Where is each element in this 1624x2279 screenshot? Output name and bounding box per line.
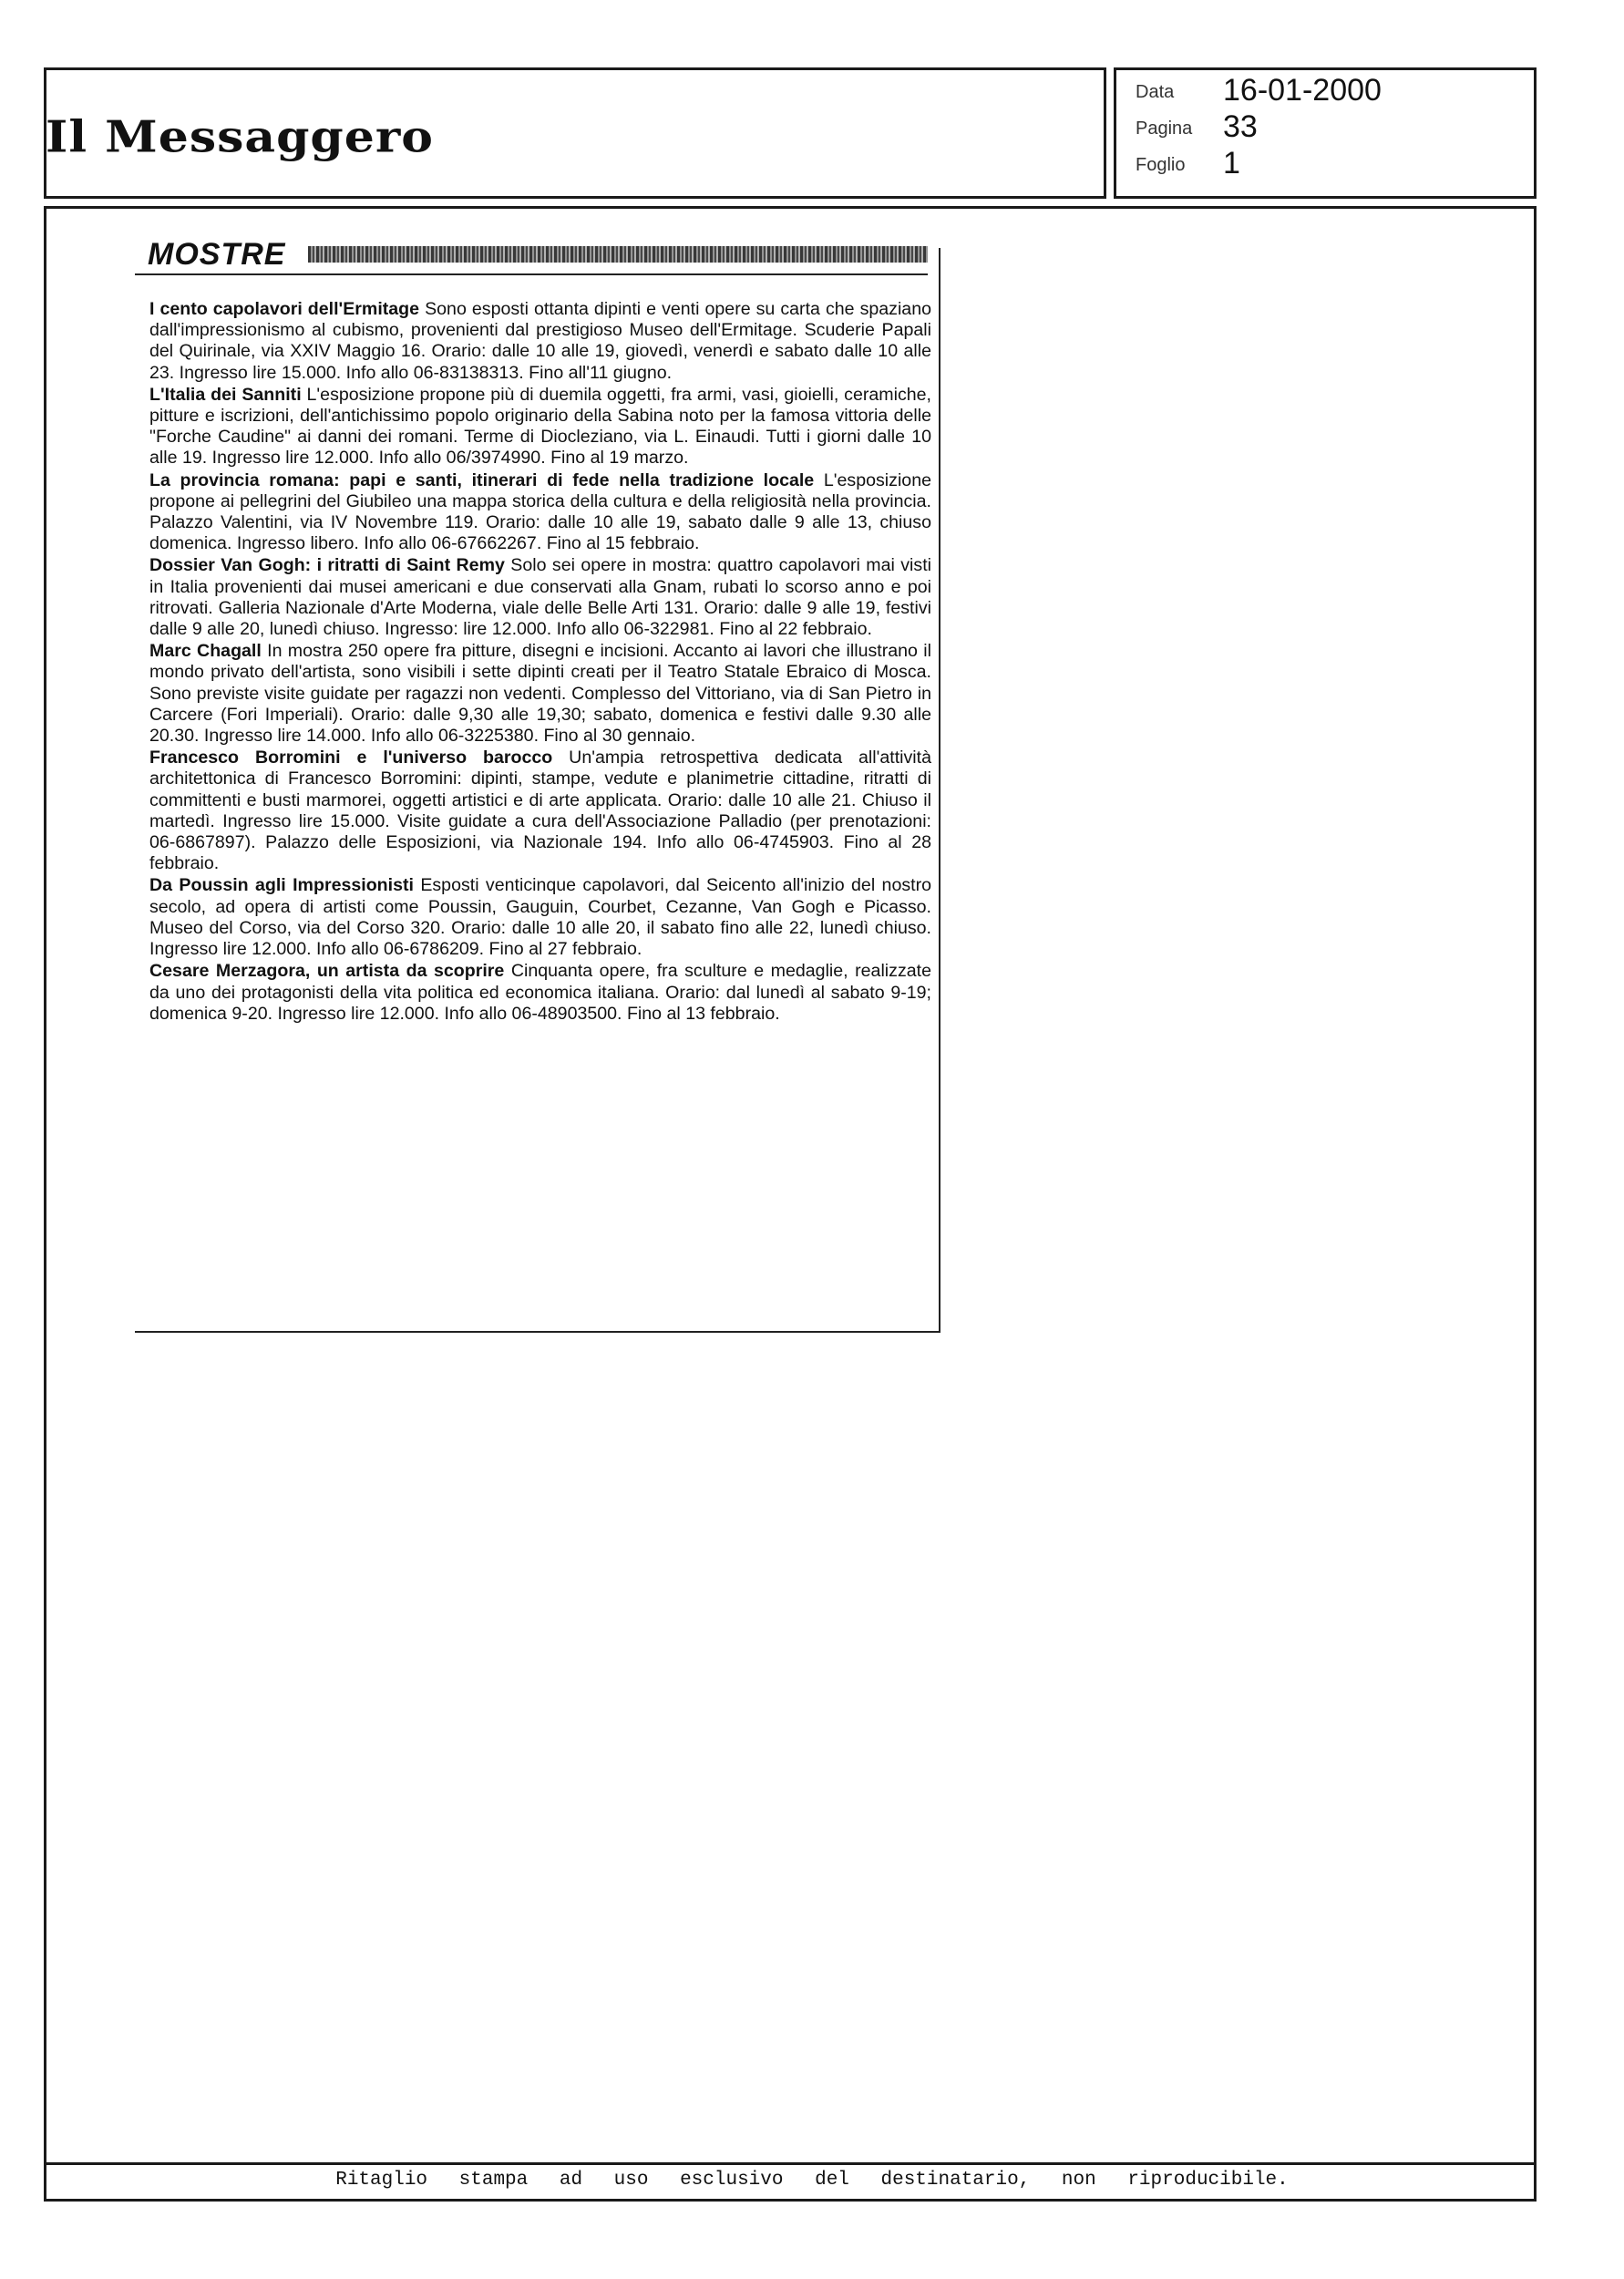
exhibition-title: I cento capolavori dell'Ermitage bbox=[149, 299, 420, 319]
exhibition-title: Marc Chagall bbox=[149, 641, 262, 662]
exhibition-entry bbox=[149, 470, 931, 555]
exhibition-description: L'esposizione propone ai pellegrini del Giubileo una mappa storica della cultura e della religiosità nella provincia. Palazzo Valentini, via IV Novembre 119. Orario: dalle 10 alle 19, sabato dalle 9 alle 13, chiuso domenica. Ingresso libero. Info allo 06-67662267. Fino al 15 febbraio. bbox=[149, 469, 931, 554]
exhibition-list bbox=[149, 299, 931, 1026]
exhibition-title: Da Poussin agli Impressionisti bbox=[149, 875, 414, 896]
sheet-label: Foglio bbox=[1136, 155, 1186, 175]
clipping-metadata bbox=[1136, 73, 1518, 182]
date-value: 16-01-2000 bbox=[1223, 73, 1382, 108]
exhibition-title: La provincia romana: papi e santi, itinerari di fede nella tradizione locale bbox=[149, 469, 815, 490]
exhibition-entry bbox=[149, 961, 931, 1025]
page-value: 33 bbox=[1223, 109, 1258, 144]
page-label: Pagina bbox=[1136, 119, 1193, 139]
date-row bbox=[1136, 73, 1518, 109]
page-row bbox=[1136, 109, 1518, 146]
section-title: MOSTRE bbox=[148, 237, 286, 272]
exhibition-title: Dossier Van Gogh: i ritratti di Saint Remy bbox=[149, 555, 505, 576]
clipping-bottom-rule bbox=[135, 1331, 940, 1333]
exhibition-entry bbox=[149, 875, 931, 960]
exhibition-description: Esposti venticinque capolavori, dal Seicento all'inizio del nostro secolo, ad opera di artisti come Poussin, Gauguin, Courbet, Cezanne, Van Gogh e Picasso. Museo del Corso, via del Corso 320. Orario: dalle 10 alle 20, il sabato fino alle 22, lunedì chiuso. Ingresso lire 12.000. Info allo 06-6786209. Fino al 27 febbraio. bbox=[149, 875, 931, 960]
footer-notice: Ritaglio stampa ad uso esclusivo del destinatario, non riproducibile. bbox=[335, 2170, 1289, 2191]
exhibition-entry bbox=[149, 641, 931, 747]
exhibition-entry bbox=[149, 385, 931, 469]
exhibition-description: Cinquanta opere, fra sculture e medaglie, realizzate da uno dei protagonisti della vita politica ed economica italiana. Orario: dal lunedì al sabato 9-19; domenica 9-20. Ingresso lire 12.000. Info allo 06-48903500. Fino al 13 febbraio. bbox=[149, 961, 931, 1024]
exhibition-entry bbox=[149, 555, 931, 640]
masthead-logo: Il Messaggero bbox=[46, 111, 434, 163]
footer-divider bbox=[44, 2162, 1537, 2165]
exhibition-title: Francesco Borromini e l'universo barocco bbox=[149, 748, 553, 768]
exhibition-entry bbox=[149, 748, 931, 874]
sheet-value: 1 bbox=[1223, 146, 1240, 180]
exhibition-description: Solo sei opere in mostra: quattro capolavori mai visti in Italia provenienti dai musei americani e due conservati alla Gnam, rubati lo scorso anno e poi ritrovati. Galleria Nazionale d'Arte Moderna, viale delle Belle Arti 131. Orario: dalle 9 alle 19, festivi dalle 9 alle 20, lunedì chiuso. Ingresso: lire 12.000. Info allo 06-322981. Fino al 22 febbraio. bbox=[149, 555, 931, 640]
exhibition-entry bbox=[149, 299, 931, 384]
exhibition-description: In mostra 250 opere fra pitture, disegni e incisioni. Accanto ai lavori che illustrano il mondo privato dell'artista, sono visibili i sette dipinti creati per il Teatro Statale Ebraico di Mosca. Sono previste visite guidate per ragazzi non vedenti. Complesso del Vittoriano, via di San Pietro in Carcere (Fori Imperiali). Orario: dalle 9,30 alle 19,30; sabato, domenica e festivi dalle 9.30 alle 20.30. Ingresso lire 14.000. Info allo 06-3225380. Fino al 30 gennaio. bbox=[149, 641, 931, 747]
exhibition-title: Cesare Merzagora, un artista da scoprire bbox=[149, 961, 505, 982]
column-rule bbox=[939, 248, 940, 1333]
section-decorative-bar bbox=[308, 246, 928, 263]
section-header bbox=[148, 239, 937, 270]
exhibition-title: L'Italia dei Sanniti bbox=[149, 384, 302, 405]
exhibition-description: Un'ampia retrospettiva dedicata all'attività architettonica di Francesco Borromini: dipinti, stampe, vedute e planimetrie cittadine, ritratti di committenti e busti marmorei, oggetti artistici e di arte applicata. Orario: dalle 10 alle 21. Chiuso il martedì. Ingresso lire 15.000. Visite guidate a cura dell'Associazione Palladio (per prenotazioni: 06-6867897). Palazzo delle Esposizioni, via Nazionale 194. Info allo 06-4745903. Fino al 28 febbraio. bbox=[149, 748, 931, 874]
section-underline bbox=[135, 273, 928, 275]
date-label: Data bbox=[1136, 82, 1175, 102]
exhibition-description: L'esposizione propone più di duemila oggetti, fra armi, vasi, gioielli, ceramiche, pitture e iscrizioni, dell'antichissimo popolo originario della Sabina noto per la famosa vittoria delle "Forche Caudine" ai danni dei romani. Terme di Diocleziano, via L. Einaudi. Tutti i giorni dalle 10 alle 19. Ingresso lire 12.000. Info allo 06/3974990. Fino al 19 marzo. bbox=[149, 384, 931, 469]
exhibition-description: Sono esposti ottanta dipinti e venti opere su carta che spaziano dall'impressionismo al cubismo, provenienti dal prestigioso Museo dell'Ermitage. Scuderie Papali del Quirinale, via XXIV Maggio 16. Orario: dalle 10 alle 19, giovedì, venerdì e sabato dalle 10 alle 23. Ingresso lire 15.000. Info allo 06-83138313. Fino all'11 giugno. bbox=[149, 299, 931, 383]
sheet-row bbox=[1136, 146, 1518, 182]
article-clipping bbox=[135, 239, 940, 1333]
